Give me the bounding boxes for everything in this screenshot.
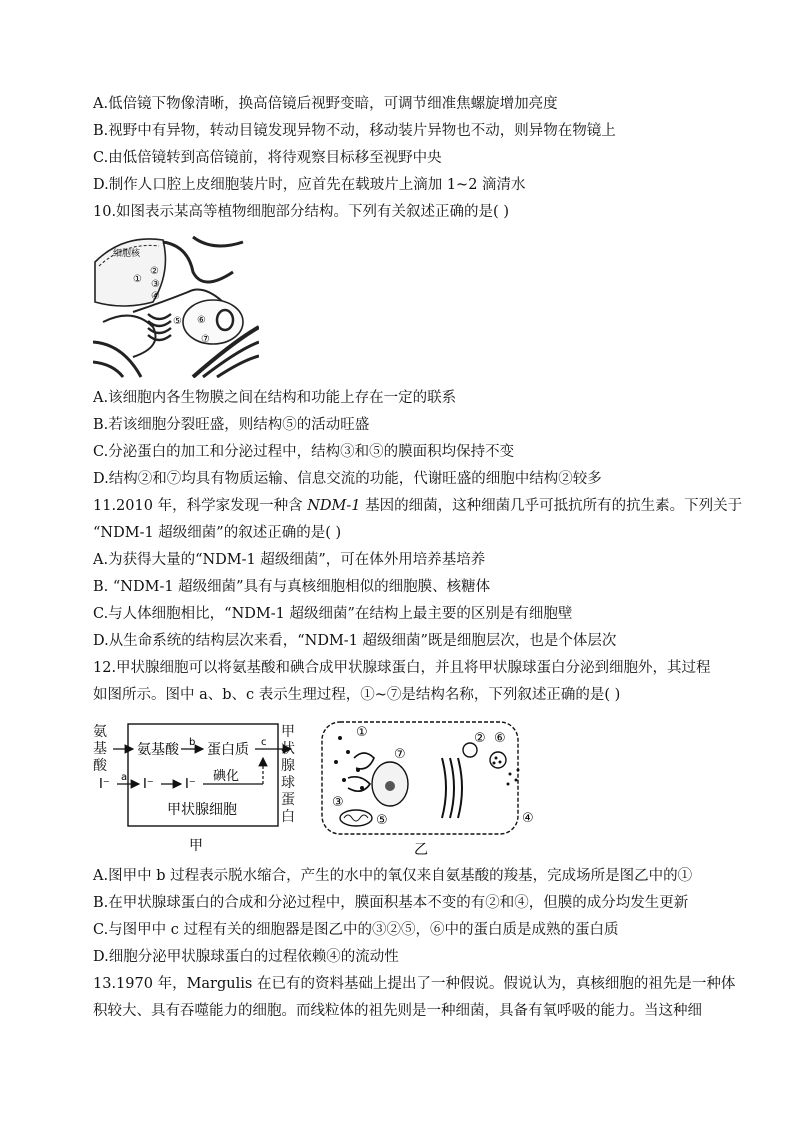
q12-figure-yi bbox=[318, 718, 544, 858]
fig10-label-7: ⑦ bbox=[201, 334, 210, 345]
jia-amino-acid-vertical: 氨基酸 bbox=[93, 724, 107, 774]
q10-plant-cell-figure bbox=[93, 232, 259, 378]
q12-option-a: A.图甲中 b 过程表示脱水缩合，产生的水中的氧仅来自氨基酸的羧基，完成场所是图乙中的① bbox=[93, 868, 693, 884]
yi-label-3: ③ bbox=[332, 795, 344, 810]
q9-option-a: A.低倍镜下物像清晰，换高倍镜后视野变暗，可调节细准焦螺旋增加亮度 bbox=[93, 96, 558, 112]
q9-option-b: B.视野中有异物，转动目镜发现异物不动，移动装片异物也不动，则异物在物镜上 bbox=[93, 123, 616, 139]
nucleus-label: 细胞核 bbox=[113, 249, 141, 259]
q10-option-b: B.若该细胞分裂旺盛，则结构⑤的活动旺盛 bbox=[93, 417, 370, 433]
jia-caption: 甲 bbox=[189, 838, 203, 854]
yi-label-7: ⑦ bbox=[394, 747, 406, 762]
q12-stem-line2: 如图所示。图中 a、b、c 表示生理过程，①~⑦是结构名称，下列叙述正确的是( ) bbox=[93, 687, 621, 703]
jia-iodide-inside-2: I⁻ bbox=[185, 777, 196, 792]
q11-stem-prefix: 11.2010 年，科学家发现一种含 bbox=[93, 498, 308, 514]
q11-option-b: B. “NDM-1 超级细菌”具有与真核细胞相似的细胞膜、核糖体 bbox=[93, 579, 491, 595]
q11-stem-line1 bbox=[93, 496, 742, 516]
mitochondrion-shape bbox=[340, 810, 372, 826]
mitochondrion-shape bbox=[217, 310, 233, 330]
yi-caption: 乙 bbox=[414, 842, 428, 858]
q9-option-d: D.制作人口腔上皮细胞装片时，应首先在载玻片上滴加 1~2 滴清水 bbox=[93, 177, 526, 193]
q12-option-b: B.在甲状腺球蛋白的合成和分泌过程中，膜面积基本不变的有②和④，但膜的成分均发生更新 bbox=[93, 895, 689, 911]
q12-option-d: D.细胞分泌甲状腺球蛋白的过程依赖④的流动性 bbox=[93, 949, 399, 965]
q13-line1: 13.1970 年，Margulis 在已有的资料基础上提出了一种假说。假说认为，真核细胞的祖先是一种体 bbox=[93, 976, 736, 992]
fig10-label-5: ⑤ bbox=[173, 316, 182, 327]
q11-option-c: C.与人体细胞相比，“NDM-1 超级细菌”在结构上最主要的区别是有细胞壁 bbox=[93, 606, 573, 622]
fig10-label-3: ③ bbox=[151, 279, 160, 290]
q10-option-a: A.该细胞内各生物膜之间在结构和功能上存在一定的联系 bbox=[93, 390, 457, 406]
q10-stem: 10.如图表示某高等植物细胞部分结构。下列有关叙述正确的是( ) bbox=[93, 204, 509, 220]
jia-iodide-inside-1: I⁻ bbox=[143, 777, 154, 792]
yi-label-6: ⑥ bbox=[494, 731, 506, 746]
jia-amino-acid: 氨基酸 bbox=[137, 742, 179, 758]
fig10-label-1: ① bbox=[133, 274, 142, 285]
fig10-label-2: ② bbox=[150, 266, 159, 277]
q9-option-c: C.由低倍镜转到高倍镜前，将待观察目标移至视野中央 bbox=[93, 150, 442, 166]
q11-option-a: A.为获得大量的“NDM-1 超级细菌”，可在体外用培养基培养 bbox=[93, 552, 486, 568]
yi-label-4: ④ bbox=[522, 811, 534, 826]
jia-thyroglobulin-vertical: 甲状腺球蛋白 bbox=[281, 724, 295, 825]
yi-label-2: ② bbox=[474, 731, 486, 746]
q11-gene-name: NDM-1 bbox=[307, 498, 361, 514]
q12-stem-line1: 12.甲状腺细胞可以将氨基酸和碘合成甲状腺球蛋白，并且将甲状腺球蛋白分泌到细胞外，其过程 bbox=[93, 660, 711, 676]
jia-label-b: b bbox=[189, 737, 196, 748]
yi-label-1: ① bbox=[356, 725, 368, 740]
jia-cell-label: 甲状腺细胞 bbox=[167, 802, 237, 818]
fig10-label-6: ⑥ bbox=[197, 315, 206, 326]
q12-option-c: C.与图甲中 c 过程有关的细胞器是图乙中的③②⑤，⑥中的蛋白质是成熟的蛋白质 bbox=[93, 922, 619, 938]
q11-option-d: D.从生命系统的结构层次来看，“NDM-1 超级细菌”既是细胞层次，也是个体层次 bbox=[93, 633, 617, 649]
q13-line2: 积较大、具有吞噬能力的细胞。而线粒体的祖先则是一种细菌，具备有氧呼吸的能力。当这种细 bbox=[93, 1003, 702, 1019]
fig10-label-4: ④ bbox=[151, 291, 160, 302]
jia-iodide-outside: I⁻ bbox=[99, 777, 110, 792]
q10-option-c: C.分泌蛋白的加工和分泌过程中，结构③和⑤的膜面积均保持不变 bbox=[93, 444, 515, 460]
yi-label-5: ⑤ bbox=[376, 813, 388, 828]
jia-label-a: a bbox=[121, 772, 128, 783]
q11-stem-line2: “NDM-1 超级细菌”的叙述正确的是( ) bbox=[93, 525, 342, 541]
jia-iodination: 碘化 bbox=[213, 769, 240, 784]
jia-protein: 蛋白质 bbox=[207, 742, 249, 758]
q11-stem-suffix: 基因的细菌，这种细菌几乎可抵抗所有的抗生素。下列关于 bbox=[360, 498, 743, 514]
jia-label-c: c bbox=[261, 737, 267, 748]
q10-option-d: D.结构②和⑦均具有物质运输、信息交流的功能，代谢旺盛的细胞中结构②较多 bbox=[93, 471, 602, 487]
